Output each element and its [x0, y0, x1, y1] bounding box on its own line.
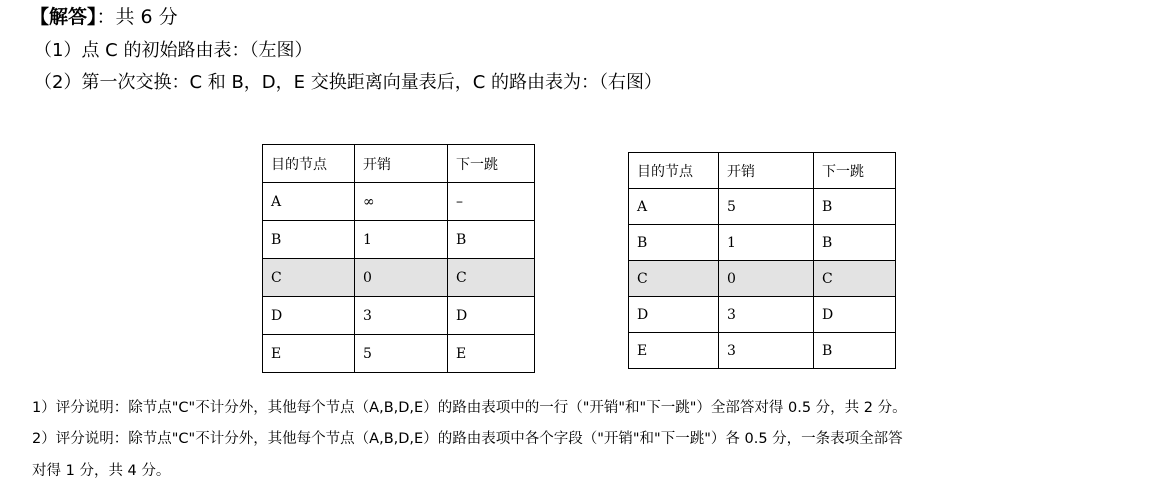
part1-text: （1）点 C 的初始路由表：（左图） [34, 40, 313, 61]
header-next-hop: 下一跳 [814, 153, 896, 189]
grading-note-1: 1）评分说明：除节点"C"不计分外，其他每个节点（A,B,D,E）的路由表项中的一行（"开销"和"下一跳"）全部答对得 0.5 分，共 2 分。 [32, 400, 907, 416]
table-row [629, 225, 896, 261]
cost-cell: 3 [719, 297, 814, 333]
header-destination: 目的节点 [263, 145, 355, 183]
next-hop-cell: D [448, 297, 535, 335]
next-hop-cell: C [814, 261, 896, 297]
destination-cell: C [629, 261, 719, 297]
table-row [629, 189, 896, 225]
table-header-row [629, 153, 896, 189]
cost-cell: 0 [355, 259, 448, 297]
cost-cell: 5 [355, 335, 448, 373]
header-cost: 开销 [355, 145, 448, 183]
header-next-hop: 下一跳 [448, 145, 535, 183]
next-hop-cell: D [814, 297, 896, 333]
cost-cell: ∞ [355, 183, 448, 221]
table-row-self [629, 261, 896, 297]
cost-cell: 1 [719, 225, 814, 261]
destination-cell: C [263, 259, 355, 297]
part2-text: （2）第一次交换：C 和 B，D，E 交换距离向量表后，C 的路由表为：（右图） [34, 72, 663, 93]
header-cost: 开销 [719, 153, 814, 189]
next-hop-cell: B [448, 221, 535, 259]
answer-header-label: 【解答】 [30, 6, 97, 28]
destination-cell: D [629, 297, 719, 333]
cost-cell: 5 [719, 189, 814, 225]
table-row [629, 297, 896, 333]
next-hop-cell: C [448, 259, 535, 297]
answer-header-score: ：共 6 分 [96, 6, 178, 28]
updated-routing-table [628, 152, 896, 369]
answer-header [30, 2, 178, 29]
table-row [263, 221, 535, 259]
cost-cell: 1 [355, 221, 448, 259]
table-header-row [263, 145, 535, 183]
next-hop-cell: B [814, 189, 896, 225]
table-row [629, 333, 896, 369]
destination-cell: A [629, 189, 719, 225]
cost-cell: 3 [355, 297, 448, 335]
cost-cell: 0 [719, 261, 814, 297]
table-row [263, 335, 535, 373]
initial-routing-table [262, 144, 535, 373]
next-hop-cell: B [814, 225, 896, 261]
next-hop-cell: E [448, 335, 535, 373]
table-row-self [263, 259, 535, 297]
table-row [263, 183, 535, 221]
header-destination: 目的节点 [629, 153, 719, 189]
destination-cell: A [263, 183, 355, 221]
destination-cell: D [263, 297, 355, 335]
table-row [263, 297, 535, 335]
destination-cell: E [263, 335, 355, 373]
grading-note-2: 2）评分说明：除节点"C"不计分外，其他每个节点（A,B,D,E）的路由表项中各个字段（"开销"和"下一跳"）各 0.5 分，一条表项全部答 [32, 431, 903, 447]
cost-cell: 3 [719, 333, 814, 369]
destination-cell: B [629, 225, 719, 261]
destination-cell: B [263, 221, 355, 259]
next-hop-cell: B [814, 333, 896, 369]
next-hop-cell: – [448, 183, 535, 221]
grading-note-2-continued: 对得 1 分，共 4 分。 [32, 463, 171, 479]
destination-cell: E [629, 333, 719, 369]
